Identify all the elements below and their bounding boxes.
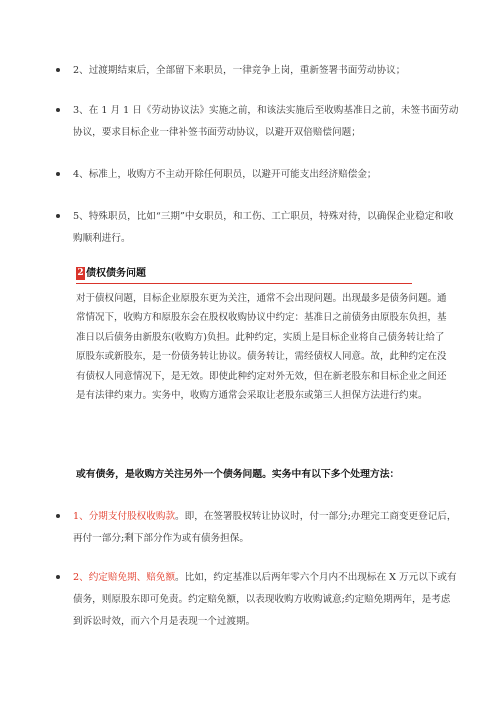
bold-statement: 或有债务，是收购方关注另外一个债务问题。实务中有以下多个处理方法： (76, 469, 400, 480)
list-item-text: 1、分期支付股权收购款。即，在签署股权转让协议时，付一部分;办理完工商变更登记后， 再付一部分;剩下部分作为或有债务担保。 (73, 511, 457, 544)
highlight-term: 2、约定赔免期、赔免额 (73, 572, 176, 583)
list-item-text: 3、在 1 月 1 日《劳动协议法》实施之前，和该法实施后至收购基准日之前，未签书面劳动 协议，要求目标企业一律补签书面劳动协议，以避开双倍赔偿问题； (73, 105, 459, 138)
section-heading (76, 265, 412, 284)
bullet-dot-icon (56, 108, 60, 112)
body-paragraph: 对于债权问题，目标企业原股东更为关注，通常不会出现问题。出现最多是债务问题。通 常情况下，收购方和原股东会在股权收购协议中约定：基准日之前债务由原股东负担，基 准日以后债务由新股东(收购方)负担。此种约定，实质上是目标企业将自己债务转让给了 原股东或新股东，是一份债务转让协议。债务转让，需经债权人同意。故，此种约定在没 有债权人同意情况下，是无效。即使此种约定对外无效，但在新老股东和目标企业之间还 是有法律约束力。实务中，收购方通常会采取让老股东或第三人担保方法进行约束。 (76, 293, 447, 402)
bullet-dot-icon (56, 575, 60, 579)
bullet-dot-icon (56, 214, 60, 218)
list-item-text: 4、标准上，收购方不主动开除任何职员，以避开可能支出经济赔偿金； (73, 169, 377, 180)
list-item-text: 5、特殊职员，比如“三期”中女职员，和工伤、工亡职员，特殊对待，以确保企业稳定和收 购顺利进行。 (73, 211, 454, 244)
bullet-dot-icon (56, 68, 60, 72)
section-number-badge: 2 (77, 268, 84, 278)
bullet-dot-icon (56, 172, 60, 176)
highlight-term: 1、分期支付股权收购款 (73, 511, 176, 522)
list-item-text: 2、过渡期结束后，全部留下来职员，一律竞争上岗，重新签署书面劳动协议； (73, 65, 406, 76)
bullet-dot-icon (56, 514, 60, 518)
list-item-text: 2、约定赔免期、赔免额。比如，约定基准以后两年零六个月内不出现标在 X 万元以下或有 债务，则原股东即可免责。约定赔免额，以表现收购方收购诚意;约定赔免期两年，是考虑 到诉讼时效，而六个月是表现一个过渡期。 (73, 572, 457, 627)
section-title: 债权债务问题 (86, 268, 146, 279)
